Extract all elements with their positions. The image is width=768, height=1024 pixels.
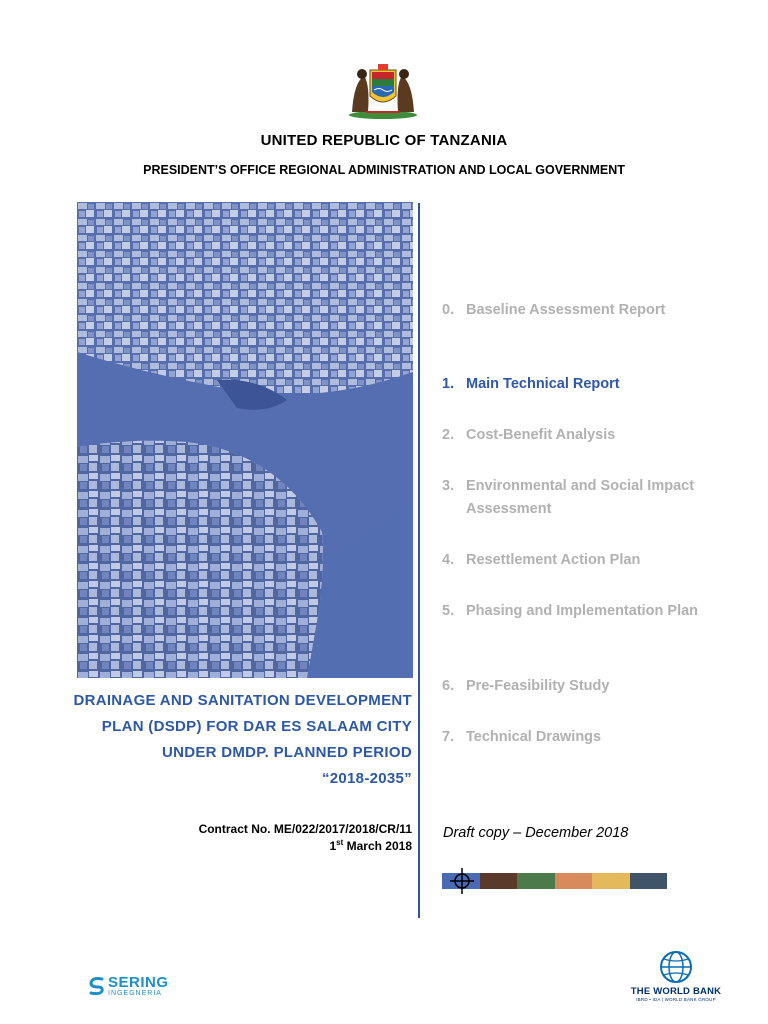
report-number: 3.: [442, 478, 455, 494]
report-label: Resettlement Action Plan: [466, 552, 641, 568]
sering-subtitle: INGEGNERIA: [108, 990, 162, 997]
report-item-environmental: [442, 475, 742, 521]
color-swatch: [592, 873, 630, 889]
color-swatch: [630, 873, 668, 889]
report-number: 7.: [442, 729, 455, 745]
report-label: Pre-Feasibility Study: [466, 678, 610, 694]
report-item-resettlement: [442, 549, 742, 572]
report-item-main-technical: [442, 373, 742, 396]
report-number: 6.: [442, 678, 455, 694]
world-bank-subtitle: IBRD • IDA | WORLD BANK GROUP: [636, 997, 716, 1002]
vertical-divider: [418, 203, 420, 918]
report-item-baseline: [442, 299, 742, 322]
draft-label: Draft copy – December 2018: [443, 825, 629, 841]
world-bank-logo: [626, 950, 726, 1010]
world-bank-name: THE WORLD BANK: [630, 986, 722, 997]
sering-logo: [88, 974, 178, 1004]
report-item-cost-benefit: [442, 424, 742, 447]
report-item-pre-feasibility: [442, 675, 742, 698]
report-item-technical-drawings: [442, 726, 742, 749]
report-number: 1.: [442, 376, 455, 392]
plan-title-period: “2018-2035”: [321, 770, 412, 787]
sering-name: SERING: [108, 974, 169, 991]
contract-info: [100, 822, 412, 853]
report-label: Cost-Benefit Analysis: [466, 427, 616, 443]
report-label: Environmental and Social Impact Assessment: [466, 478, 695, 517]
coat-of-arms-logo: [344, 62, 422, 120]
contract-number: Contract No. ME/022/2017/2018/CR/11: [198, 822, 412, 836]
sering-mark-icon: [88, 976, 106, 996]
color-swatch: [480, 873, 518, 889]
country-heading: UNITED REPUBLIC OF TANZANIA: [260, 132, 508, 149]
plan-title: [60, 688, 412, 792]
report-number: 2.: [442, 427, 455, 443]
report-label: Technical Drawings: [466, 729, 602, 745]
report-number: 4.: [442, 552, 455, 568]
report-label: Baseline Assessment Report: [466, 302, 666, 318]
report-number: 0.: [442, 302, 455, 318]
office-heading: PRESIDENT’S OFFICE REGIONAL ADMINISTRATION AND LOCAL GOVERNMENT: [143, 163, 625, 177]
contract-date: 1st March 2018: [329, 838, 412, 853]
flood-aerial-photo: [77, 202, 413, 678]
report-label: Phasing and Implementation Plan: [466, 603, 699, 619]
color-swatch: [517, 873, 555, 889]
globe-icon: [659, 950, 693, 984]
plan-title-line: DRAINAGE AND SANITATION DEVELOPMENT: [73, 692, 412, 709]
crosshair-icon: [450, 868, 474, 894]
report-label: Main Technical Report: [466, 376, 620, 392]
report-number: 5.: [442, 603, 455, 619]
color-strip: [442, 873, 667, 889]
plan-title-line: UNDER DMDP. PLANNED PERIOD: [161, 744, 412, 761]
color-swatch: [555, 873, 593, 889]
plan-title-line: PLAN (DSDP) FOR DAR ES SALAAM CITY: [101, 718, 412, 735]
report-item-phasing: [442, 600, 742, 623]
